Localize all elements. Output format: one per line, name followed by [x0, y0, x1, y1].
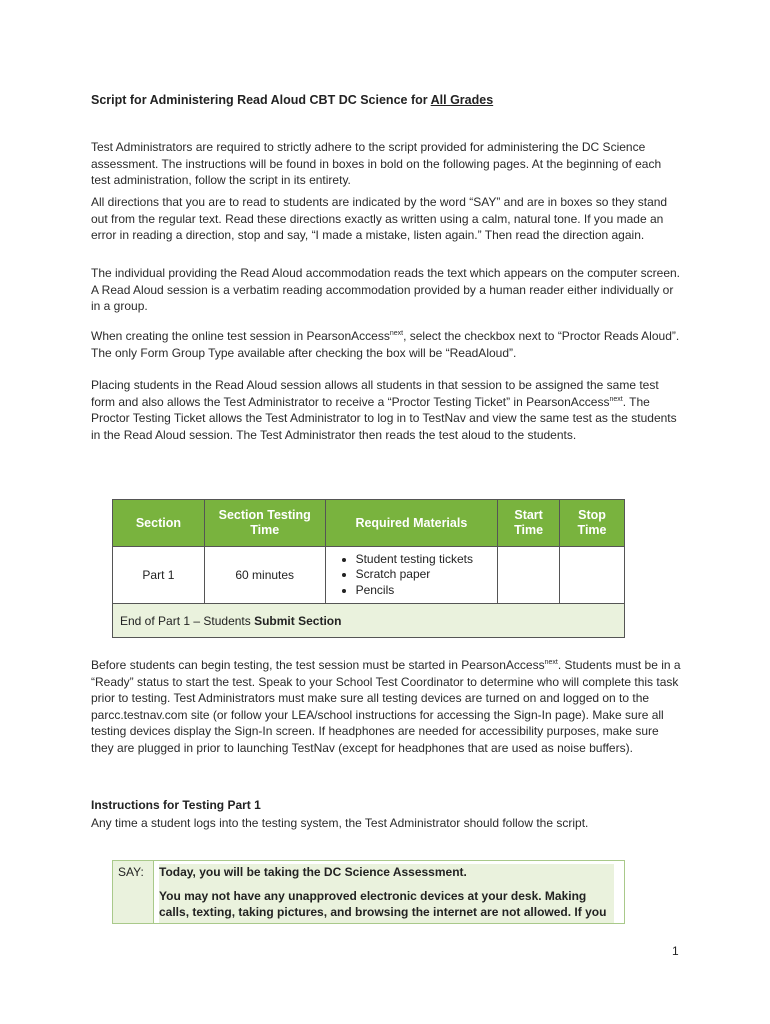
session-creation-paragraph: When creating the online test session in PearsonAccess$^{next}$, select the checkbox next to “Proctor Reads Aloud”. The only Form Group Type available after checking the box will be “ReadAloud”. — [91, 329, 680, 360]
cell-section: Part 1 — [113, 547, 205, 604]
header-stop-time: Stop Time — [560, 500, 625, 547]
start-session-paragraph: Before students can begin testing, the test session must be started in PearsonAccess$^{next}$. Students must be in a “Ready” status to start the test. Speak to your School Test Coordinator to determine who will complete this task prior to testing. Test Administrators must make sure all testing devices are turned on and logged on to the parcc.testnav.com site (or follow your LEA/school instructions for accessing the Sign-In page). Make sure all testing devices display the Sign-In screen. If headphones are needed for accessibility purposes, make sure they are plugged in prior to launching TestNav (except for headphones that are used as noise buffers). — [91, 658, 681, 755]
proctor-ticket-paragraph: Placing students in the Read Aloud session allows all students in that session to be assigned the same test form and also allows the Test Administrator to receive a “Proctor Testing Ticket” in PearsonAccess$^{next}$. The Proctor Testing Ticket allows the Test Administrator to log in to TestNav and view the same test as the students in the Read Aloud session. The Test Administrator then reads the test aloud to the students. — [91, 378, 677, 442]
cell-start-time — [498, 547, 560, 604]
say-line-1: Today, you will be taking the DC Science Assessment. — [159, 865, 467, 879]
header-section: Section — [113, 500, 205, 547]
page-number: 1 — [672, 944, 679, 958]
title-underlined-text: All Grades — [430, 93, 494, 107]
intro-paragraph: Test Administrators are required to strictly adhere to the script provided for administering the DC Science assessment. The instructions will be found in boxes in bold on the following pages. At the beginning of each test administration, follow the script in its entirety. — [91, 140, 662, 187]
part1-instructions-text: Any time a student logs into the testing system, the Test Administrator should follow the script. — [91, 816, 589, 830]
say-line-2: You may not have any unapproved electronic devices at your desk. Making calls, texting, taking pictures, and browsing the internet are not allowed. If you — [159, 889, 607, 919]
say-label: SAY: — [113, 861, 154, 923]
testing-schedule-table — [112, 499, 625, 638]
say-box — [112, 860, 625, 924]
header-start-time: Start Time — [498, 500, 560, 547]
materials-list — [334, 552, 498, 599]
say-script-text — [159, 864, 614, 924]
header-testing-time: Section Testing Time — [204, 500, 325, 547]
document-title — [91, 93, 493, 107]
cell-stop-time — [560, 547, 625, 604]
cell-testing-time: 60 minutes — [204, 547, 325, 604]
title-text: Script for Administering Read Aloud CBT DC Science for — [91, 93, 431, 107]
say-directions-paragraph: All directions that you are to read to students are indicated by the word “SAY” and are in boxes so they stand out from the regular text. Read these directions exactly as written using a calm, natural tone. If you made an error in reading a direction, stop and say, “I made a mistake, listen again.” Then read the direction again. — [91, 195, 668, 242]
part1-instructions-heading: Instructions for Testing Part 1 — [91, 798, 261, 812]
cell-materials — [325, 547, 498, 604]
table-footer-row — [113, 604, 625, 638]
list-item: • Scratch paper — [356, 567, 498, 583]
read-aloud-paragraph: The individual providing the Read Aloud accommodation reads the text which appears on the computer screen. A Read Aloud session is a verbatim reading accommodation provided by a human reader either individually or in a group. — [91, 266, 681, 313]
footer-cell: End of Part 1 – Students Submit Section — [113, 604, 625, 638]
list-item: • Pencils — [356, 583, 498, 599]
table-row — [113, 547, 625, 604]
list-item: • Student testing tickets — [356, 552, 498, 568]
table-header-row — [113, 500, 625, 547]
header-required-materials: Required Materials — [325, 500, 498, 547]
